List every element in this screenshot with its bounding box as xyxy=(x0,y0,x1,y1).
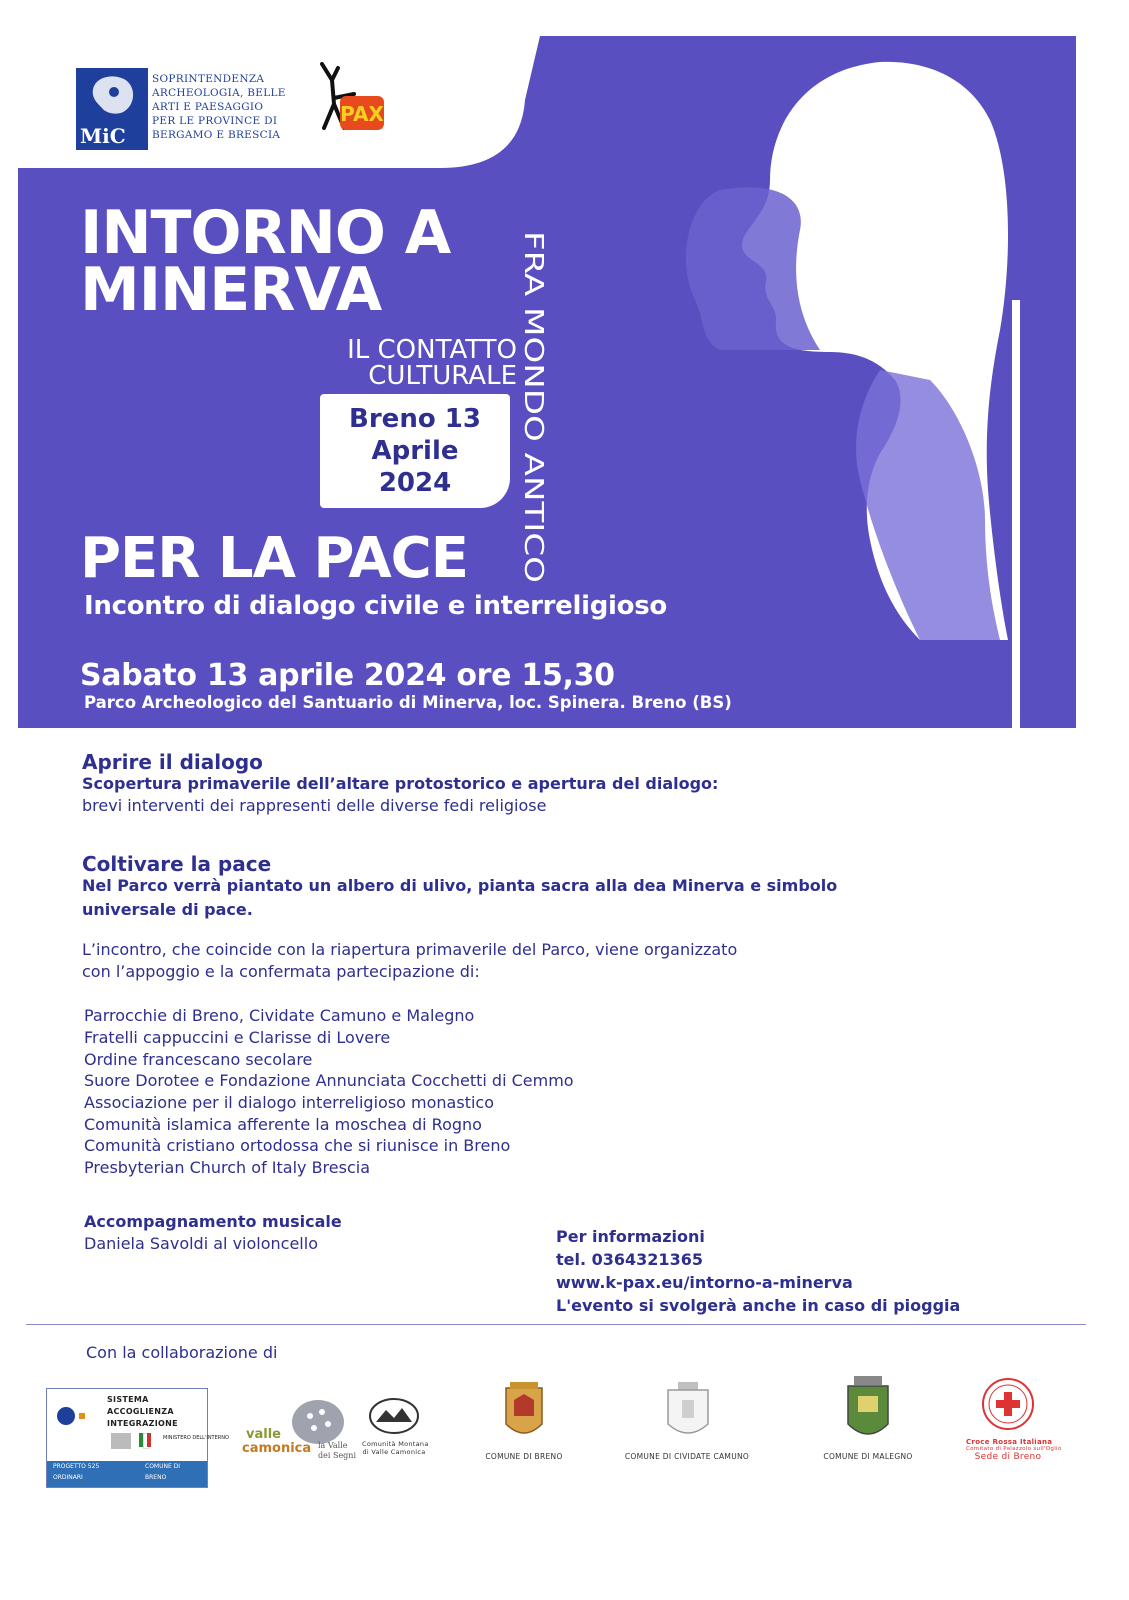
mic-logo-text: MiC xyxy=(80,124,126,148)
date-line3: 2024 xyxy=(378,468,452,498)
music-line: Daniela Savoldi al violoncello xyxy=(84,1234,318,1253)
svg-text:dei Segni: dei Segni xyxy=(318,1451,357,1460)
per-la-pace: PER LA PACE xyxy=(80,526,469,591)
music-heading: Accompagnamento musicale xyxy=(84,1212,342,1231)
list-item: Comunità islamica afferente la moschea di Rogno xyxy=(84,1115,482,1134)
list-item: Presbyterian Church of Italy Brescia xyxy=(84,1158,371,1177)
sai-logo: SISTEMA ACCOGLIENZA INTEGRAZIONE MINISTERO DELL'INTERNO PROGETTO 525 ORDINARI COMUNE DI BRENO xyxy=(46,1388,208,1488)
section1-bold-line: Scopertura primaverile dell’altare protostorico e apertura del dialogo: xyxy=(82,774,719,793)
comune-malegno-caption: COMUNE DI MALEGNO xyxy=(823,1452,913,1461)
intro-line2: con l’appoggio e la confermata partecipazione di: xyxy=(82,962,480,981)
event-location: Parco Archeologico del Santuario di Minerva, loc. Spinera. Breno (BS) xyxy=(84,693,732,712)
comune-breno-caption: COMUNE DI BRENO xyxy=(485,1452,563,1461)
comune-malegno-logo xyxy=(812,1372,924,1468)
comune-cividate-caption: COMUNE DI CIVIDATE CAMUNO xyxy=(624,1452,750,1461)
soprintendenza-name: SOPRINTENDENZA ARCHEOLOGIA, BELLE ARTI E PAESAGGIO PER LE PROVINCE DI BERGAMO E BRESCIA xyxy=(152,73,286,141)
date-line1: Breno 13 xyxy=(349,404,481,434)
title-line2: MINERVA xyxy=(80,255,382,325)
intro-line1: L’incontro, che coincide con la riapertura primaverile del Parco, viene organizzato xyxy=(82,940,738,959)
list-item: Ordine francescano secolare xyxy=(84,1050,313,1069)
svg-text:la Valle: la Valle xyxy=(318,1441,348,1450)
vertical-text xyxy=(500,225,550,585)
comune-cividate-logo xyxy=(612,1378,762,1468)
section2-heading: Coltivare la pace xyxy=(82,852,272,876)
comune-breno-logo xyxy=(476,1378,572,1468)
collaboration-label: Con la collaborazione di xyxy=(86,1343,278,1362)
mic-logo xyxy=(76,68,148,150)
info-url[interactable]: www.k-pax.eu/intorno-a-minerva xyxy=(556,1273,853,1292)
info-phone[interactable]: tel. 0364321365 xyxy=(556,1250,703,1269)
valle-camonica-logo xyxy=(242,1396,362,1466)
section1-line: brevi interventi dei rappresenti delle diverse fedi religiose xyxy=(82,796,547,815)
title-line1: INTORNO A xyxy=(80,198,451,268)
kpax-logo-text: PAX xyxy=(340,102,384,126)
contatto-line1: IL CONTATTO xyxy=(347,335,517,365)
list-item: Fratelli cappuccini e Clarisse di Lovere xyxy=(84,1028,391,1047)
comunita-montana-logo: Comunità Montana di Valle Camonica xyxy=(362,1396,426,1466)
list-item: Suore Dorotee e Fondazione Annunciata Cocchetti di Cemmo xyxy=(84,1071,574,1090)
section2-bold-line1: Nel Parco verrà piantato un albero di ulivo, pianta sacra alla dea Minerva e simbolo xyxy=(82,876,838,895)
contatto-line2: CULTURALE xyxy=(368,361,517,391)
section2-bold-line2: universale di pace. xyxy=(82,900,253,919)
date-line2: Aprile xyxy=(371,436,459,466)
section1-heading: Aprire il dialogo xyxy=(82,750,263,774)
event-datetime: Sabato 13 aprile 2024 ore 15,30 xyxy=(80,658,615,693)
list-item: Associazione per il dialogo interreligioso monastico xyxy=(84,1093,494,1112)
divider xyxy=(26,1324,1086,1325)
info-heading: Per informazioni xyxy=(556,1227,705,1246)
subtitle: Incontro di dialogo civile e interreligioso xyxy=(84,591,667,621)
svg-text:valle: valle xyxy=(246,1427,281,1442)
info-rain-note: L'evento si svolgerà anche in caso di pioggia xyxy=(556,1296,961,1315)
kpax-logo xyxy=(316,58,388,140)
svg-text:camonica: camonica xyxy=(242,1441,312,1456)
date-box xyxy=(320,394,510,508)
croce-rossa-logo: Croce Rossa Italiana Comitato di Palazzolo sull'Oglio Sede di Breno xyxy=(966,1376,1050,1472)
list-item: Comunità cristiano ortodossa che si riunisce in Breno xyxy=(84,1136,511,1155)
list-item: Parrocchie di Breno, Cividate Camuno e Malegno xyxy=(84,1006,475,1025)
svg-text:FRA MONDO ANTICO: FRA MONDO ANTICO xyxy=(518,231,548,500)
